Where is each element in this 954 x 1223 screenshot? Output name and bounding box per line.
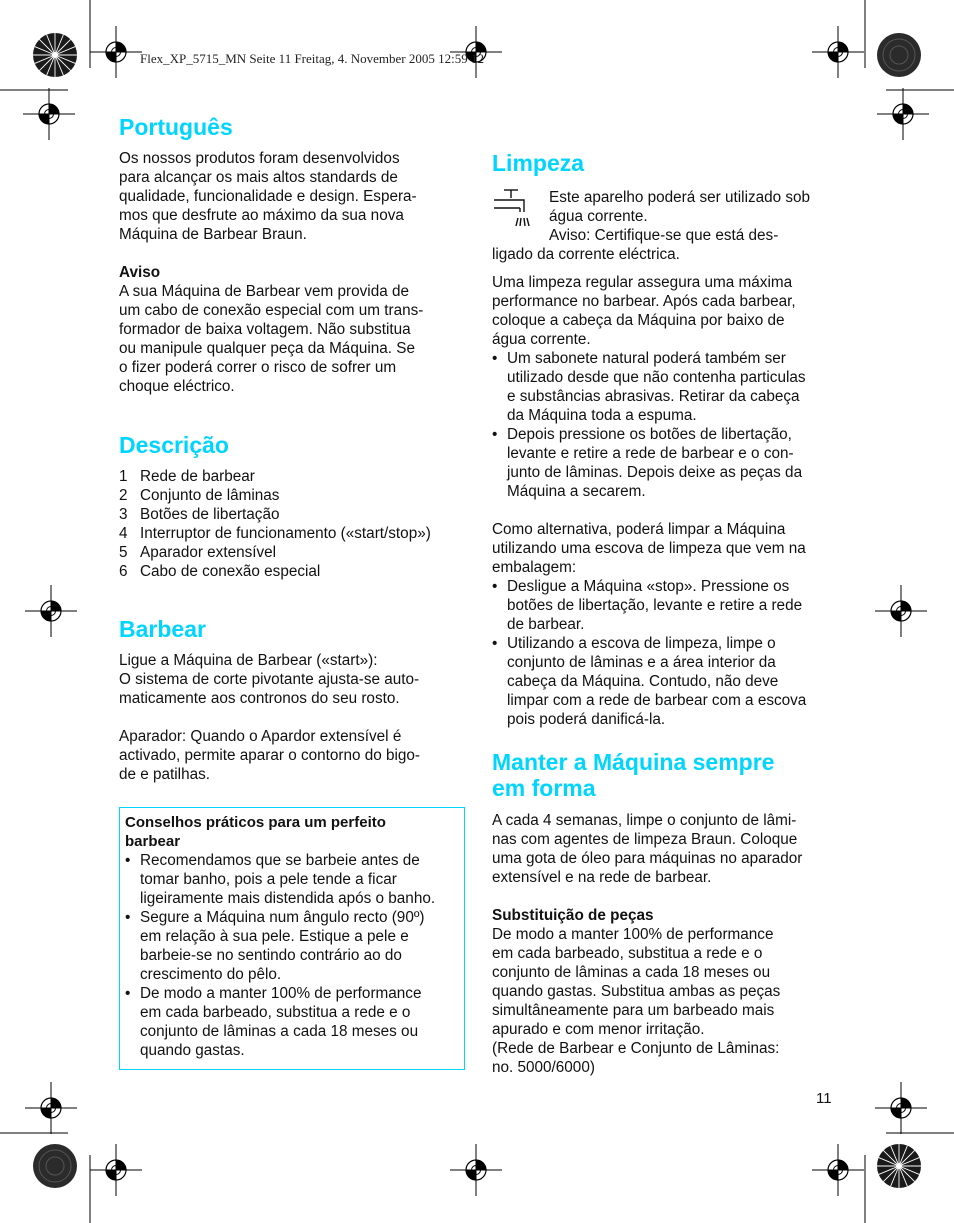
intro-paragraph: Os nossos produtos foram desenvolvidos para alcançar os mais altos standards de qualidade, funcionalidade e design. Espera- mos que desfrute ao máximo da sua nova Máquina de Barbear Braun. [119,150,417,243]
tips-list [125,851,460,1060]
limpeza-paragraph: Uma limpeza regular assegura uma máxima performance no barbear. Após cada barbear, coloque a cabeça da Máquina por baixo de água corrente. [492,274,796,348]
substituicao-heading: Substituição de peças [492,907,654,924]
section-title-descricao: Descrição [119,432,229,458]
list-item: • Segure a Máquina num ângulo recto (90º) em relação à sua pele. Estique a pele e barbeie-se no sentindo contrário ao do crescimento do pêlo. [125,908,460,984]
list-item: 3 Botões de libertação [119,506,280,523]
right-column [492,150,834,1077]
alternative-list [492,577,834,729]
list-item: • Recomendamos que se barbeie antes de tomar banho, pois a pele tende a ficar ligeiramente mais distendida após o banho. [125,851,460,908]
aviso-heading: Aviso [119,264,161,281]
list-item: • Utilizando a escova de limpeza, limpe o conjunto de lâminas e a área interior da cabeça da Máquina. Contudo, não deve limpar com a rede de barbear com a escova pois poderá danificá-la. [492,634,834,729]
manter-paragraph: A cada 4 semanas, limpe o conjunto de lâmi- nas com agentes de limpeza Braun. Coloque uma gota de óleo para máquinas no aparador extensível e na rede de barbear. [492,812,803,886]
aparador-paragraph: Aparador: Quando o Apardor extensível é activado, permite aparar o contorno do bigo- de e patilhas. [119,728,421,783]
list-item: 2 Conjunto de lâminas [119,487,280,504]
tap-paragraph: Este aparelho poderá ser utilizado sob água corrente. Aviso: Certifique-se que está des- [549,189,811,244]
tips-box [119,807,465,1070]
section-title-barbear: Barbear [119,616,206,642]
list-item: • Depois pressione os botões de libertação, levante e retire a rede de barbear e o con- junto de lâminas. Depois deixe as peças da Máquina a secarem. [492,425,834,501]
running-water-tap-icon [492,188,532,234]
print-meta-line: Flex_XP_5715_MN Seite 11 Freitag, 4. November 2005 12:59 12 [140,51,484,66]
section-title-limpeza: Limpeza [492,150,585,176]
alternative-paragraph: Como alternativa, poderá limpar a Máquina utilizando uma escova de limpeza que vem na embalagem: [492,521,806,576]
limpeza-list [492,349,834,501]
list-item: 1 Rede de barbear [119,468,255,485]
list-item: • Um sabonete natural poderá também ser utilizado desde que não contenha particulas e substâncias abrasivas. Retirar da cabeça da Máquina toda a espuma. [492,349,834,425]
tap-paragraph-cont: ligado da corrente eléctrica. [492,246,680,263]
list-item: 4 Interruptor de funcionamento («start/stop») [119,525,431,542]
list-item: 5 Aparador extensível [119,544,277,561]
left-column [119,114,465,1070]
parts-list [119,467,465,581]
aviso-paragraph: A sua Máquina de Barbear vem provida de um cabo de conexão especial com um trans- formador de baixa voltagem. Não substitua ou manipule qualquer peça da Máquina. Se o fizer poderá correr o risco de sofrer um choque eléctrico. [119,283,424,395]
page-number: 11 [816,1090,832,1107]
section-title-portugues: Português [119,114,233,140]
list-item: 6 Cabo de conexão especial [119,563,321,580]
list-item: • De modo a manter 100% de performance em cada barbeado, substitua a rede e o conjunto de lâminas a cada 18 meses ou quando gastas. [125,984,460,1060]
list-item: • Desligue a Máquina «stop». Pressione os botões de libertação, levante e retire a rede de barbear. [492,577,834,634]
tips-title: Conselhos práticos para um perfeito barbear [125,814,386,850]
substituicao-paragraph: De modo a manter 100% de performance em cada barbeado, substitua a rede e o conjunto de lâminas a cada 18 meses ou quando gastas. Substitua ambas as peças simultâneamente para um barbeado mais apurado e com menor irritação. (Rede de Barbear e Conjunto de Lâminas: no. 5000/6000) [492,926,781,1076]
section-title-manter: Manter a Máquina sempre em forma [492,749,775,801]
barbear-paragraph: Ligue a Máquina de Barbear («start»): O sistema de corte pivotante ajusta-se auto- maticamente aos contronos do seu rosto. [119,652,420,707]
